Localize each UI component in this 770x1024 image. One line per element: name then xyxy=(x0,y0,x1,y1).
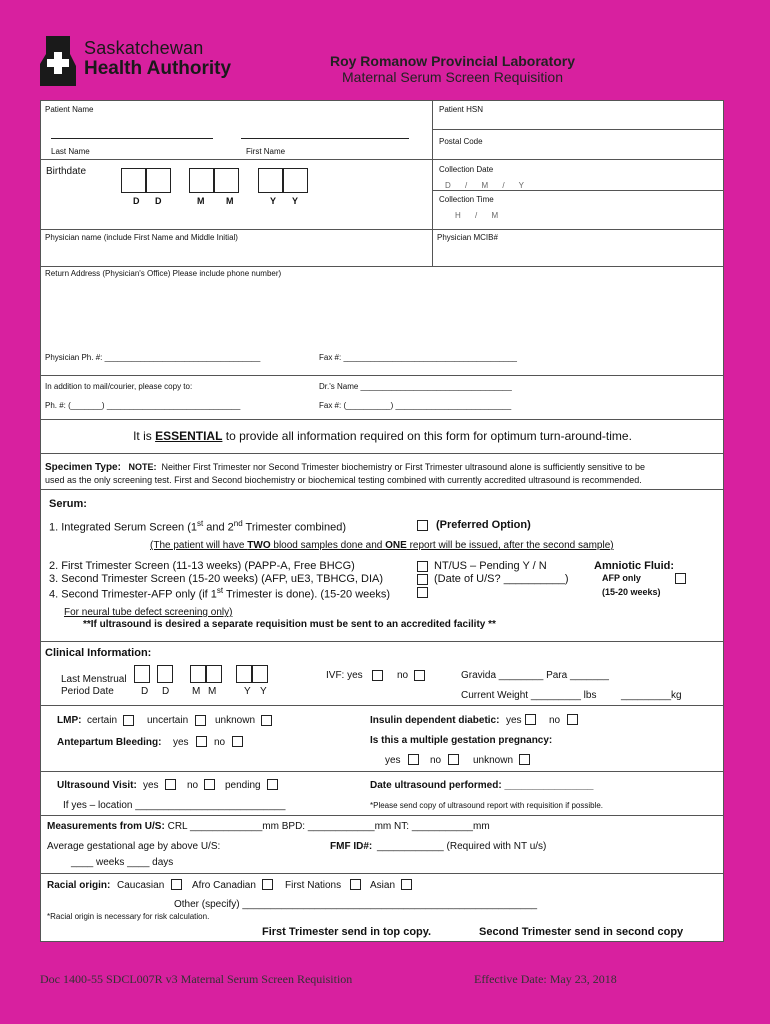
send-us-report-note: *Please send copy of ultrasound report with requisition if possible. xyxy=(370,801,604,810)
lmp-certain-label: certain xyxy=(87,715,118,726)
physician-name-label: Physician name (include First Name and Middle Initial) xyxy=(45,233,238,242)
first-name-label: First Name xyxy=(246,147,286,156)
multiple-no-label: no xyxy=(430,755,442,766)
multiple-unknown-label: unknown xyxy=(473,755,514,766)
lmp-label-line1: Last Menstrual xyxy=(61,674,127,685)
m-label: M xyxy=(208,686,217,697)
copy-phone-field[interactable]: Ph. #: (_______) ______________________________ xyxy=(45,401,241,410)
first-name-field[interactable] xyxy=(241,138,409,139)
integrated-serum-screen: 1. Integrated Serum Screen (1st and 2nd Trimester combined) xyxy=(49,519,347,534)
insulin-yes-label: yes xyxy=(506,715,522,726)
first-nations-checkbox[interactable] xyxy=(350,879,361,890)
date-of-us[interactable]: (Date of U/S? __________) xyxy=(434,573,569,585)
collection-time-label: Collection Time xyxy=(439,195,494,204)
clinical-info-label: Clinical Information: xyxy=(45,647,152,659)
us-no-label: no xyxy=(187,780,199,791)
bleeding-yes-label: yes xyxy=(173,737,189,748)
ivf-no-label: no xyxy=(397,670,409,681)
lmp-unknown-label: unknown xyxy=(215,715,256,726)
nt-us-pending[interactable]: NT/US – Pending Y / N xyxy=(434,560,547,572)
asian-label: Asian xyxy=(370,880,396,891)
bleeding-yes-checkbox[interactable] xyxy=(196,736,207,747)
insulin-no-label: no xyxy=(549,715,561,726)
physician-fax-field[interactable]: Fax #: _______________________________________ xyxy=(319,353,517,362)
birthdate-label: Birthdate xyxy=(46,166,87,177)
afro-canadian-label: Afro Canadian xyxy=(192,880,256,891)
racial-origin-note: *Racial origin is necessary for risk calculation. xyxy=(47,912,210,921)
essential-notice: It is ESSENTIAL to provide all information required on this form for optimum turn-around-time. xyxy=(133,429,632,443)
integrated-checkbox[interactable] xyxy=(417,520,428,531)
racial-origin-label: Racial origin: xyxy=(47,880,111,891)
physician-phone-field[interactable]: Physician Ph. #: ___________________________________ xyxy=(45,353,261,362)
birth-month-2[interactable] xyxy=(214,168,239,193)
requisition-form xyxy=(40,100,724,942)
gravida-para-field[interactable]: Gravida ________ Para _______ xyxy=(461,670,609,681)
serum-label: Serum: xyxy=(49,498,87,510)
lab-title: Roy Romanow Provincial Laboratory xyxy=(329,53,576,69)
preferred-option: (Preferred Option) xyxy=(436,519,531,531)
d-label: D xyxy=(162,686,170,697)
return-address-label: Return Address (Physician's Office) Please include phone number) xyxy=(45,269,282,278)
measurements-field[interactable]: Measurements from U/S: CRL _____________mm BPD: ____________mm NT: ___________mm xyxy=(47,821,490,832)
insulin-diabetic-label: Insulin dependent diabetic: xyxy=(370,715,500,726)
dr-name-field[interactable]: Dr.'s Name __________________________________ xyxy=(319,382,512,391)
last-name-field[interactable] xyxy=(51,138,213,139)
bleeding-no-checkbox[interactable] xyxy=(232,736,243,747)
m-label: M xyxy=(192,686,201,697)
lmp-month-2[interactable] xyxy=(206,665,222,683)
lmp-day-2[interactable] xyxy=(157,665,173,683)
afp-only-screen: 4. Second Trimester-AFP only (if 1st Trimester is done). (15-20 weeks) xyxy=(49,586,391,601)
birth-year-1[interactable] xyxy=(258,168,283,193)
y-label: Y xyxy=(260,686,267,697)
birth-year-2[interactable] xyxy=(283,168,308,193)
afro-canadian-checkbox[interactable] xyxy=(262,879,273,890)
first-trimester-screen: 2. First Trimester Screen (11-13 weeks) (PAPP-A, Free BHCG) xyxy=(49,560,355,572)
amniotic-weeks-label: (15-20 weeks) xyxy=(602,587,661,597)
d-label: D xyxy=(155,196,162,206)
ultrasound-visit-label: Ultrasound Visit: xyxy=(57,780,137,791)
copy-to-label: In addition to mail/courier, please copy to: xyxy=(45,382,193,391)
lmp-year-2[interactable] xyxy=(252,665,268,683)
sha-shield-icon xyxy=(38,34,78,88)
avg-gestational-age-label: Average gestational age by above U/S: xyxy=(47,841,221,852)
first-trimester-checkbox[interactable] xyxy=(417,561,428,572)
collection-date-format[interactable]: D / M / Y xyxy=(445,181,524,190)
effective-date: Effective Date: May 23, 2018 xyxy=(474,972,617,986)
lmp-certainty-label: LMP: xyxy=(57,715,82,726)
lmp-uncertain-checkbox[interactable] xyxy=(195,715,206,726)
multiple-yes-checkbox[interactable] xyxy=(408,754,419,765)
birth-day-1[interactable] xyxy=(121,168,146,193)
us-yes-checkbox[interactable] xyxy=(165,779,176,790)
other-race-field[interactable]: Other (specify) _____________________________________________________ xyxy=(174,899,538,910)
y-label: Y xyxy=(270,196,277,206)
logo-line2: Health Authority xyxy=(84,58,232,79)
afp-only-label: AFP only xyxy=(602,573,641,583)
weight-kg-field[interactable]: _________kg xyxy=(621,690,682,701)
doc-number: Doc 1400-55 SDCL007R v3 Maternal Serum Screen Requisition xyxy=(40,972,353,986)
ultrasound-requisition-note: **If ultrasound is desired a separate requisition must be sent to an accredited facility ** xyxy=(83,619,496,630)
amniotic-afp-checkbox[interactable] xyxy=(675,573,686,584)
y-label: Y xyxy=(292,196,299,206)
patient-name-label: Patient Name xyxy=(45,105,94,114)
sha-logo xyxy=(38,34,258,90)
fmf-id-field[interactable]: ____________ (Required with NT u/s) xyxy=(377,841,547,852)
date-ultrasound-field[interactable]: Date ultrasound performed: ________________ xyxy=(370,780,594,791)
caucasian-label: Caucasian xyxy=(117,880,165,891)
m-label: M xyxy=(197,196,205,206)
second-trimester-screen: 3. Second Trimester Screen (15-20 weeks) (AFP, uE3, TBHCG, DIA) xyxy=(49,573,383,585)
lmp-year-1[interactable] xyxy=(236,665,252,683)
physician-mcib-label: Physician MCIB# xyxy=(437,233,498,242)
insulin-yes-checkbox[interactable] xyxy=(525,714,536,725)
lmp-day-1[interactable] xyxy=(134,665,150,683)
d-label: D xyxy=(141,686,149,697)
bleeding-no-label: no xyxy=(214,737,226,748)
us-pending-checkbox[interactable] xyxy=(267,779,278,790)
afp-checkbox[interactable] xyxy=(417,587,428,598)
antepartum-bleeding-label: Antepartum Bleeding: xyxy=(57,737,162,748)
us-yes-label: yes xyxy=(143,780,159,791)
current-weight-field[interactable]: Current Weight _________ lbs xyxy=(461,690,597,701)
collection-time-format[interactable]: H / M xyxy=(455,211,499,220)
weeks-days-field[interactable]: ____ weeks ____ days xyxy=(71,857,174,868)
us-location-field[interactable]: If yes – location ___________________________ xyxy=(63,800,286,811)
multiple-no-checkbox[interactable] xyxy=(448,754,459,765)
lmp-uncertain-label: uncertain xyxy=(147,715,189,726)
logo-line1: Saskatchewan xyxy=(84,38,204,58)
lmp-month-1[interactable] xyxy=(190,665,206,683)
amniotic-fluid-label: Amniotic Fluid: xyxy=(594,560,675,572)
y-label: Y xyxy=(244,686,251,697)
collection-date-label: Collection Date xyxy=(439,165,494,174)
lmp-certain-checkbox[interactable] xyxy=(123,715,134,726)
two-samples-note: (The patient will have TWO blood samples done and ONE report will be issued, after the second sample) xyxy=(150,540,614,551)
m-label: M xyxy=(226,196,234,206)
ivf-no-checkbox[interactable] xyxy=(414,670,425,681)
fmf-id-label: FMF ID#: xyxy=(330,841,373,852)
form-title: Maternal Serum Screen Requisition xyxy=(342,69,563,85)
birth-day-2[interactable] xyxy=(146,168,171,193)
multiple-unknown-checkbox[interactable] xyxy=(519,754,530,765)
specimen-note: Specimen Type: NOTE: Neither First Trimester nor Second Trimester biochemistry or First Trimester ultrasound alone is sufficiently sensitive to be xyxy=(45,462,645,473)
multiple-gestation-label: Is this a multiple gestation pregnancy: xyxy=(370,735,553,746)
d-label: D xyxy=(133,196,140,206)
first-trimester-copy-note: First Trimester send in top copy. xyxy=(262,926,432,938)
caucasian-checkbox[interactable] xyxy=(171,879,182,890)
lmp-unknown-checkbox[interactable] xyxy=(261,715,272,726)
lmp-label-line2: Period Date xyxy=(61,686,114,697)
postal-code-label: Postal Code xyxy=(439,137,483,146)
asian-checkbox[interactable] xyxy=(401,879,412,890)
copy-fax-field[interactable]: Fax #: (__________) __________________________ xyxy=(319,401,512,410)
birth-month-1[interactable] xyxy=(189,168,214,193)
patient-hsn-label: Patient HSN xyxy=(439,105,484,114)
ivf-yes-checkbox[interactable] xyxy=(372,670,383,681)
us-no-checkbox[interactable] xyxy=(204,779,215,790)
last-name-label: Last Name xyxy=(51,147,90,156)
us-pending-label: pending xyxy=(225,780,261,791)
second-trimester-checkbox[interactable] xyxy=(417,574,428,585)
ivf-yes-label: IVF: yes xyxy=(326,670,363,681)
specimen-note-line2: used as the only screening test. First and Second biochemistry or biochemical testing combined with currently accredited ultrasound is recommended. xyxy=(45,475,642,485)
multiple-yes-label: yes xyxy=(385,755,401,766)
insulin-no-checkbox[interactable] xyxy=(567,714,578,725)
second-trimester-copy-note: Second Trimester send in second copy xyxy=(479,926,684,938)
first-nations-label: First Nations xyxy=(285,880,342,891)
neural-tube-note: For neural tube defect screening only) xyxy=(64,607,233,618)
